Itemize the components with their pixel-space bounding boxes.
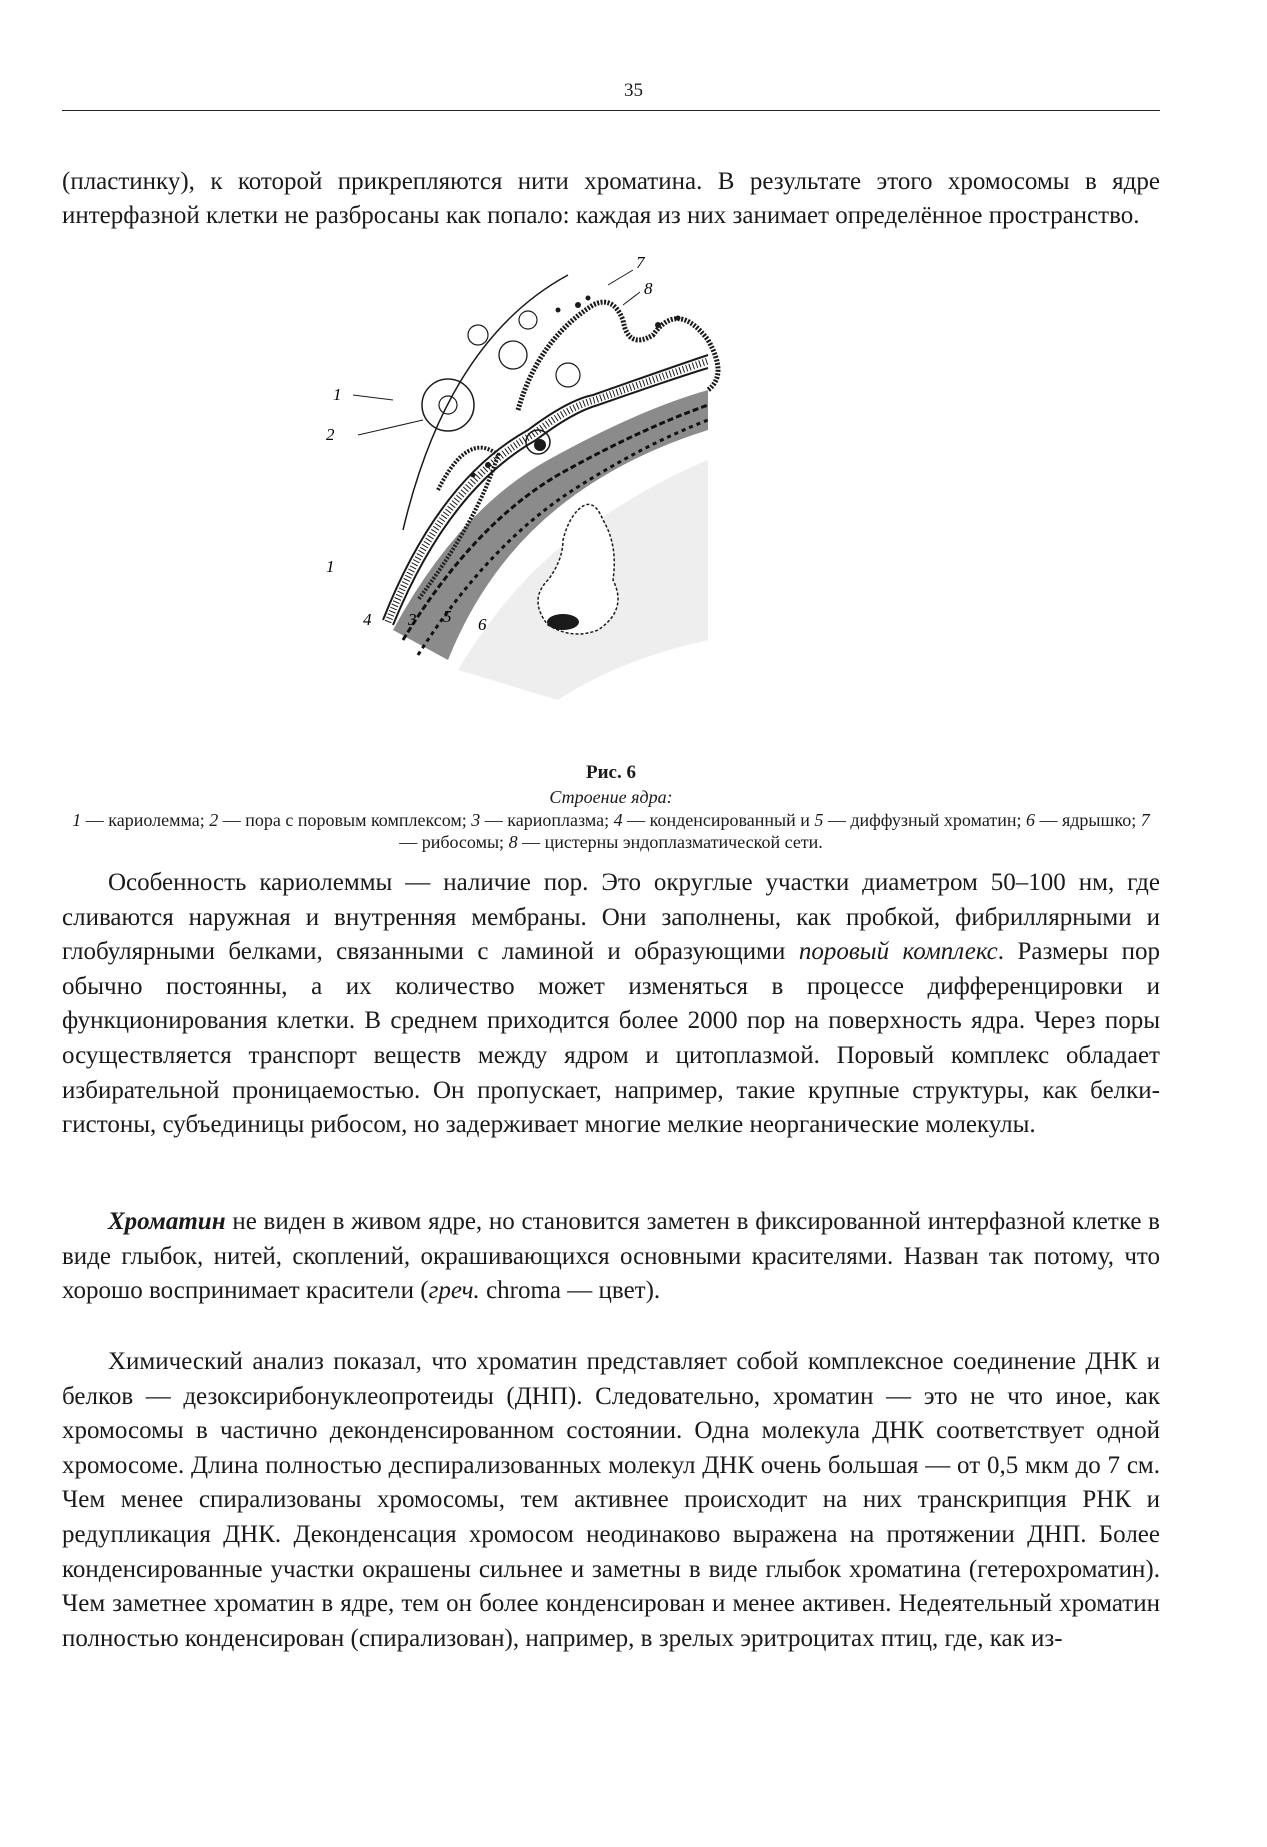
header-rule — [62, 110, 1160, 111]
label-3: 3 — [408, 610, 417, 629]
paragraph-chemical-analysis: Химический анализ показал, что хроматин представляет собой комплексное соединение ДНК и белков — дезоксирибонуклеопротеиды (ДНП). Следовательно, хроматин — это не что иное, как хромосомы в частично деконденсированном состоянии. Одна молекула ДНК соответствует одной хромосоме. Длина полностью деспирализованных молекул ДНК очень большая — от 0,5 мкм до 7 см. Чем менее спирализованы хромосомы, тем активнее происходит на них транскрипция РНК и редупликация ДНК. Деконденсация хромосом неодинаково выражена на протяжении ДНП. Более конденсированные участки окрашены сильнее и заметны в виде глыбок хроматина (гетерохроматин). Чем заметнее хроматин в ядре, тем он более конденсирован и менее активен. Недеятельный хроматин полностью конденсирован (спирализован), например, в зрелых эритроцитах птиц, где, как из- — [62, 1348, 1160, 1652]
paragraph-pores-text-b: . Размеры пор обычно постоянны, а их количество может изменяться в процессе дифференцировки и функционирования клетки. В среднем приходится более 2000 пор на поверхность ядра. Через поры осуществляется транспорт веществ между ядром и цитоплазмой. Поровый комплекс обладает избирательной проницаемостью. Он пропускает, например, такие крупные структуры, как белки-гистоны, субъединицы рибосом, но задерживает многие мелкие неорганические молекулы. — [62, 938, 1160, 1139]
paragraph-pores-text-a: Особенность кариолеммы — наличие пор. Это округлые участки диаметром 50–100 нм, где сливаются наружная и внутренняя мембраны. Они заполнены, как пробкой, фибриллярными и глобулярными белками, связанными с ламиной и образующими — [62, 869, 1160, 966]
legend-number: 5 — [814, 810, 824, 830]
figure-caption-subtitle: Строение ядра: — [549, 787, 673, 807]
paragraph-1: (пластинку), к которой прикрепляются нити хроматина. В результате этого хромосомы в ядре интерфазной клетки не разбросаны как попало: каждая из них занимает определённое пространство. — [62, 168, 1160, 229]
rosette-small-1 — [468, 325, 488, 345]
ribosome — [575, 302, 581, 308]
legend-text: — конденсированный и — [622, 810, 815, 830]
figure-legend — [62, 809, 1160, 853]
nucleolus-dark-spot — [547, 614, 579, 630]
legend-number: 6 — [1025, 810, 1035, 830]
figure-caption-title: Рис. 6 — [586, 762, 636, 783]
legend-number: 1 — [72, 810, 82, 830]
nucleus-structure-figure — [326, 253, 838, 740]
leader-8 — [623, 292, 640, 305]
term-pore-complex: поровый комплекс — [798, 938, 998, 966]
legend-number: 3 — [471, 810, 481, 830]
label-1-bottom: 1 — [326, 557, 335, 576]
legend-number: 4 — [613, 810, 623, 830]
label-1-top: 1 — [333, 385, 342, 404]
nucleus-diagram — [326, 253, 838, 740]
leader-7 — [608, 270, 633, 285]
legend-text: — кариоплазма; — [480, 810, 614, 830]
abbr-greek: греч. — [428, 1277, 480, 1305]
rosette-medium — [499, 341, 527, 369]
label-4: 4 — [363, 610, 372, 629]
term-chromatin: Хроматин — [108, 1208, 226, 1235]
legend-text: — диффузный хроматин; — [823, 810, 1026, 830]
legend-text: — кариолемма; — [81, 810, 210, 830]
paragraph-chromatin-text-a: не виден в живом ядре, но становится заметен в фиксированной интерфазной клетке в виде глыбок, нитей, скоплений, окрашивающихся основными красителями. Назван так потому, что хорошо воспринимает красители ( — [62, 1208, 1160, 1305]
pore-complex-center — [534, 439, 546, 451]
leader-1 — [353, 395, 393, 400]
label-7: 7 — [636, 253, 645, 272]
legend-text: — цистерны эндоплазматической сети. — [517, 832, 823, 852]
paragraph-chromatin — [62, 1205, 1160, 1309]
label-2: 2 — [326, 425, 335, 444]
page-number: 35 — [624, 80, 643, 101]
legend-number: 7 — [1140, 810, 1150, 830]
paragraph-chromatin-text-b: chroma — цвет). — [479, 1277, 661, 1305]
legend-number: 2 — [209, 810, 219, 830]
rosette-small-3 — [556, 363, 580, 387]
label-8: 8 — [644, 279, 653, 298]
rosette-small-2 — [519, 311, 537, 329]
legend-number: 8 — [508, 832, 518, 852]
label-5: 5 — [443, 607, 452, 626]
legend-text: — рибосомы; — [399, 832, 509, 852]
label-6: 6 — [478, 615, 487, 634]
leader-2 — [358, 420, 423, 435]
legend-text: — пора с поровым комплексом; — [218, 810, 472, 830]
legend-text: — ядрышко; — [1034, 810, 1141, 830]
paragraph-pores — [62, 866, 1160, 1143]
